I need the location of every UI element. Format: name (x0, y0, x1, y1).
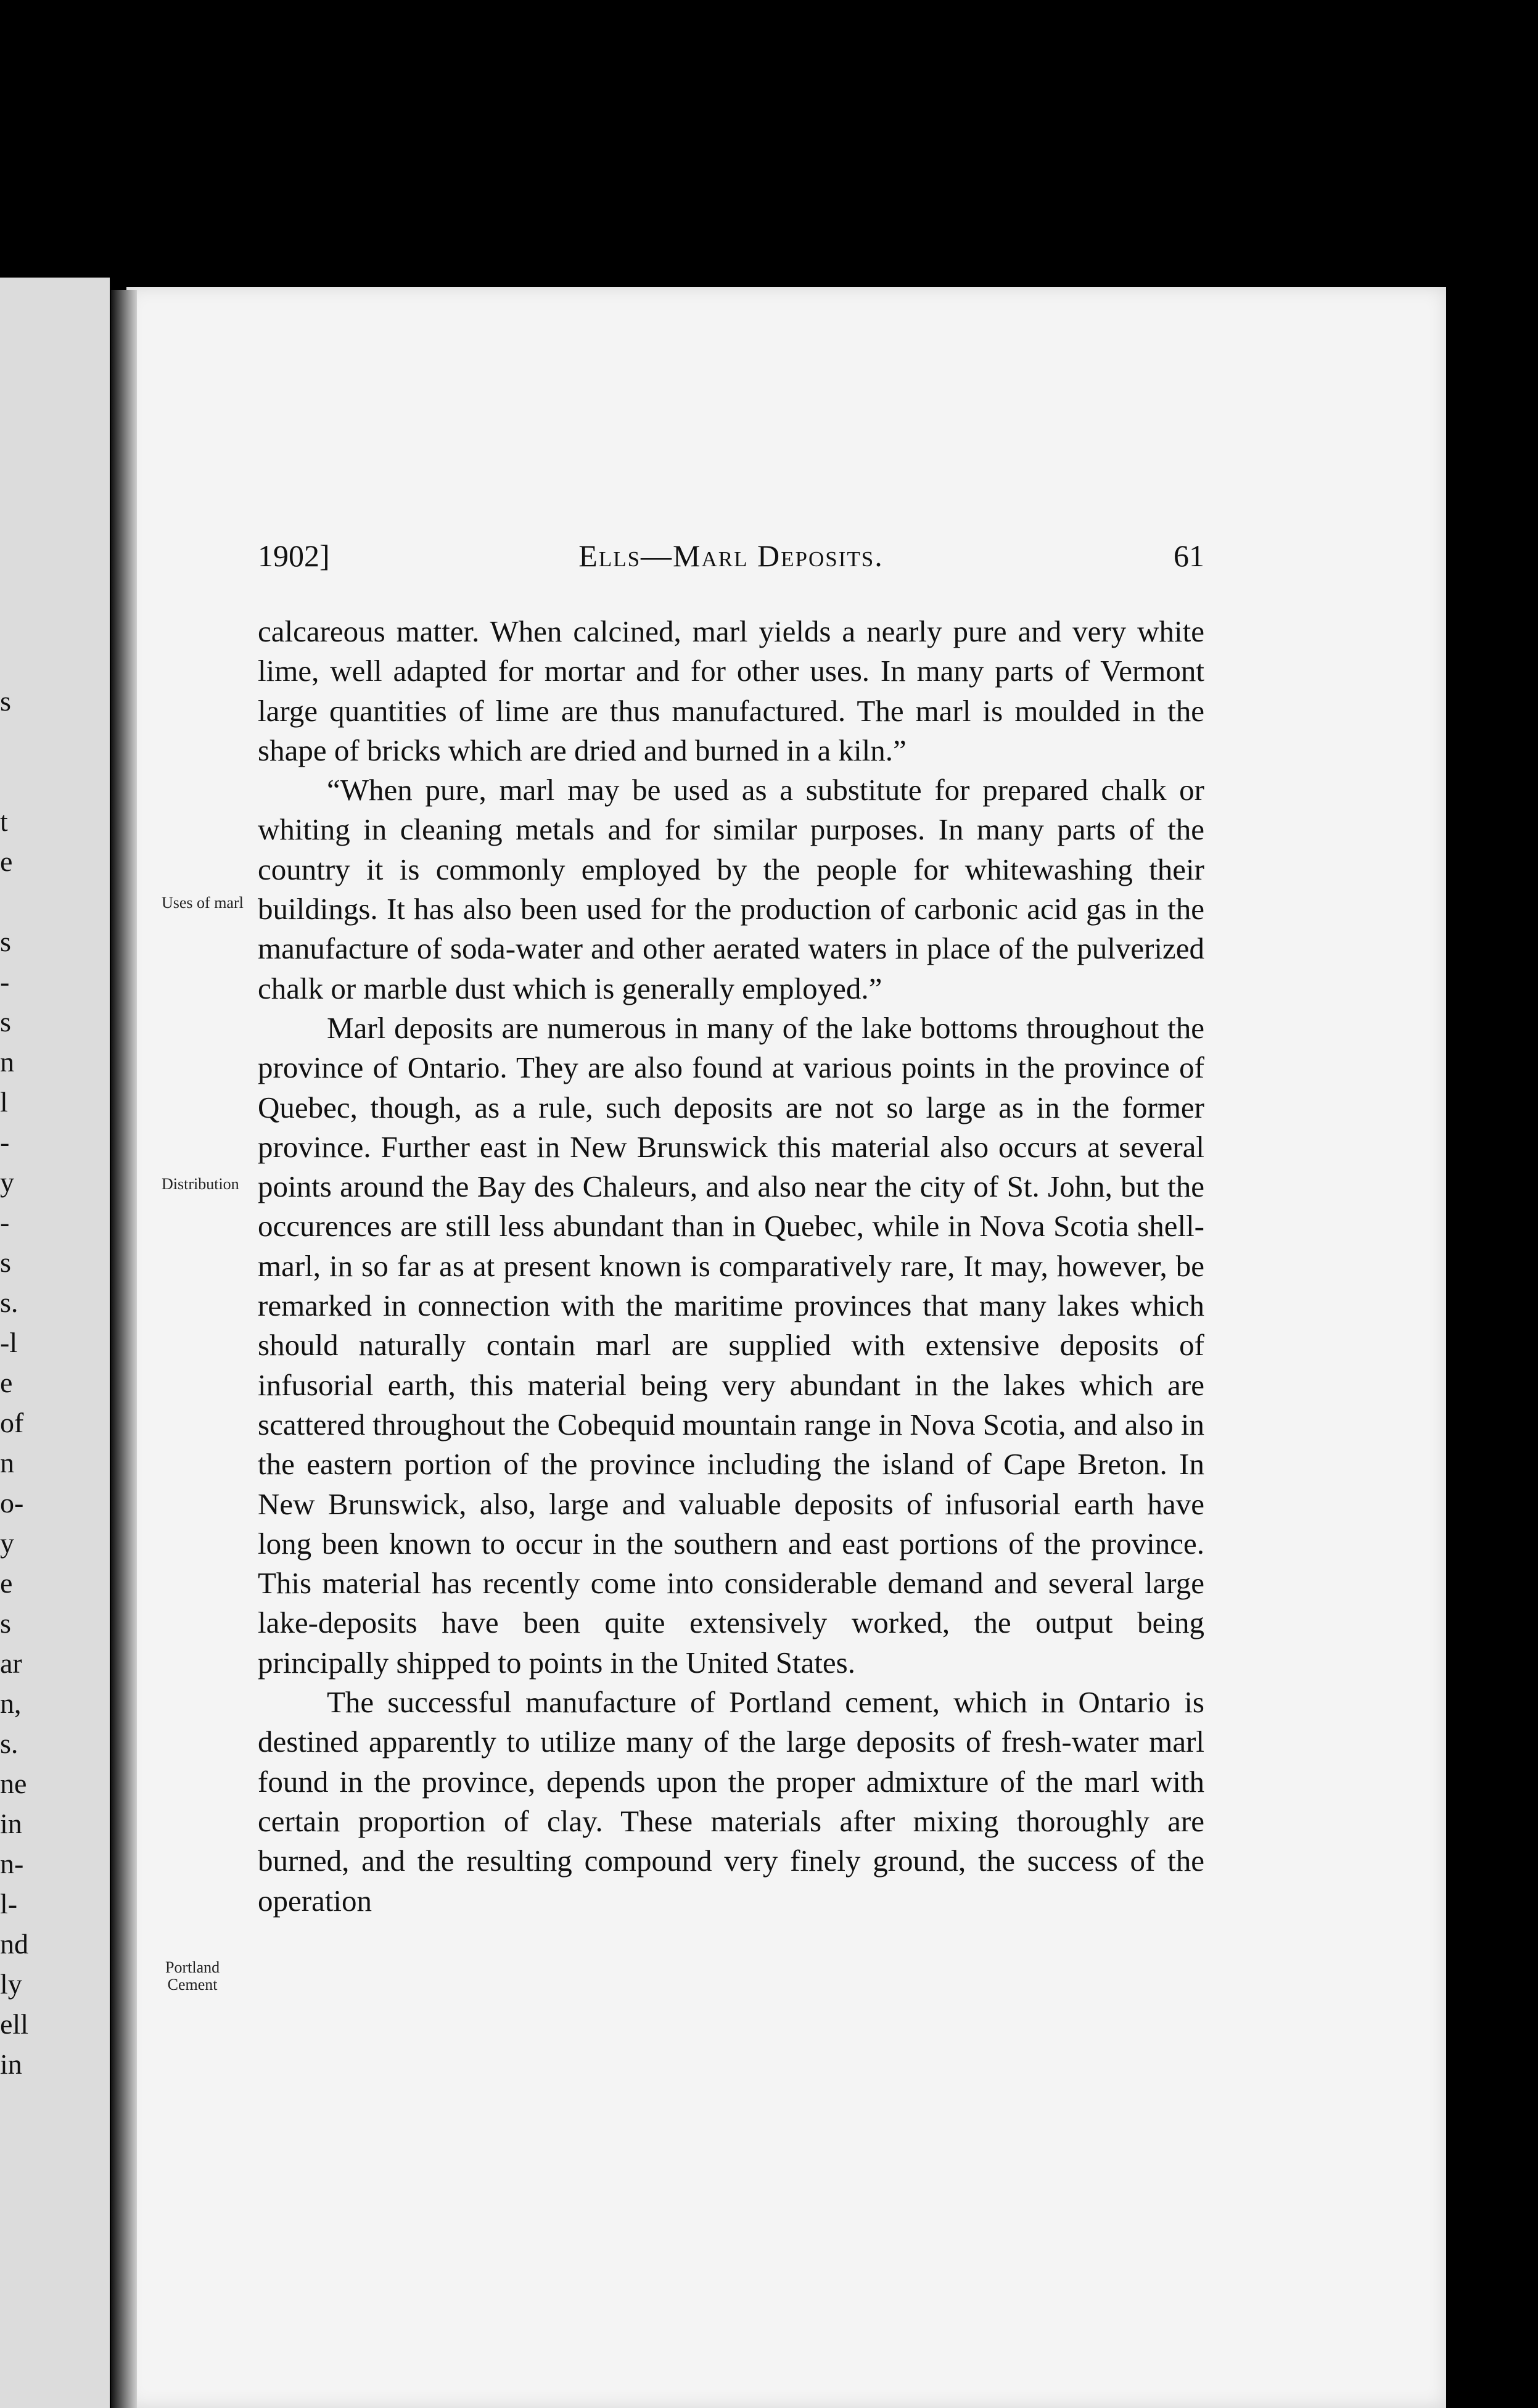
paragraph: “When pure, marl may be used as a substitute for prepared chalk or whiting in cleaning metals and for similar purposes. In many parts of the country it is commonly employed by the people for whitewashing their buildings. It has also been used for the production of carbonic acid gas in the manufacture of soda-water and other aerated waters in place of the pulverized chalk or marble dust which is generally employed.” (258, 773, 1204, 1005)
side-note-portland-line: Portland (165, 1958, 220, 1976)
facing-fragment: l (0, 1086, 8, 1118)
facing-fragment: in (0, 2048, 22, 2080)
facing-fragment: y (0, 1527, 14, 1559)
facing-fragment: n, (0, 1688, 22, 1719)
facing-fragment: e (0, 1367, 13, 1398)
side-note-uses-of-marl: Uses of marl (162, 894, 244, 912)
facing-fragment: - (0, 1126, 10, 1158)
facing-fragment: l- (0, 1888, 18, 1919)
running-head-year: 1902] (258, 538, 330, 573)
facing-fragment: t (0, 806, 8, 837)
facing-fragment: y (0, 1166, 14, 1198)
facing-fragment: of (0, 1407, 24, 1438)
facing-fragment: s. (0, 1287, 19, 1318)
facing-fragment: in (0, 1808, 22, 1839)
paragraph: The successful manufacture of Portland cement, which in Ontario is destined apparently to utilize many of the large deposits of fresh-water marl found in the province, depends upon the proper admixture of the marl with certain proportion of clay. These materials after mixing thoroughly are burned, and the resulting compound very finely ground, the success of the operation (258, 1685, 1204, 1918)
body-text (258, 612, 1204, 1921)
facing-fragment: ne (0, 1768, 27, 1799)
facing-fragment: e (0, 1567, 13, 1599)
facing-fragment: -l (0, 1327, 18, 1358)
facing-page-text-fragments (0, 278, 110, 2408)
facing-page (0, 278, 110, 2408)
facing-fragment: s (0, 1247, 11, 1278)
side-note-cement-line: Cement (167, 1976, 218, 1994)
facing-fragment: s (0, 1006, 11, 1037)
facing-fragment: s (0, 685, 11, 717)
facing-fragment: o- (0, 1487, 24, 1519)
facing-fragment: ar (0, 1647, 22, 1679)
facing-fragment: - (0, 1206, 10, 1238)
facing-fragment: - (0, 966, 10, 997)
paragraph: calcareous matter. When calcined, marl yields a nearly pure and very white lime, well adapted for mortar and for other uses. In many parts of Vermont large quantities of lime are thus manufactured. The marl is moulded in the shape of bricks which are dried and burned in a kiln.” (258, 614, 1204, 767)
facing-fragment: n (0, 1447, 14, 1478)
facing-fragment: s (0, 926, 11, 957)
facing-fragment: nd (0, 1928, 28, 1960)
paragraph: Marl deposits are numerous in many of the lake bottoms throughout the province of Ontario. They are also found at various points in the province of Quebec, though, as a rule, such deposits are not so large as in the former province. Further east in New Brunswick this material also occurs at several points around the Bay des Chaleurs, and also near the city of St. John, but the occurences are still less abundant than in Quebec, while in Nova Scotia shell-marl, in so far as at present known is comparatively rare, It may, however, be remarked in connection with the maritime provinces that many lakes which should naturally contain marl are supplied with extensive deposits of infusorial earth, this material being very abundant in the lakes which are scattered throughout the Cobequid mountain range in Nova Scotia, and also in the eastern portion of the province including the island of Cape Breton. In New Brunswick, also, large and valuable deposits of infusorial earth have long been known to occur in the southern and east portions of the province. This material has recently come into considerable demand and several large lake-deposits have been quite extensively worked, the output being principally shipped to points in the United States. (258, 1010, 1204, 1680)
facing-fragment: s. (0, 1728, 19, 1759)
side-note-distribution: Distribution (162, 1175, 239, 1193)
side-note-portland-cement (165, 1959, 220, 1994)
facing-fragment: ly (0, 1968, 22, 2000)
facing-fragment: e (0, 846, 13, 877)
running-head (258, 538, 1204, 575)
facing-fragment: n- (0, 1848, 24, 1879)
running-head-title: Ells—Marl Deposits. (578, 538, 884, 573)
page-binding-edge (111, 290, 137, 2408)
page-number: 61 (1174, 538, 1204, 573)
facing-fragment: s (0, 1607, 11, 1639)
facing-fragment: n (0, 1046, 14, 1078)
facing-fragment: ell (0, 2008, 28, 2040)
